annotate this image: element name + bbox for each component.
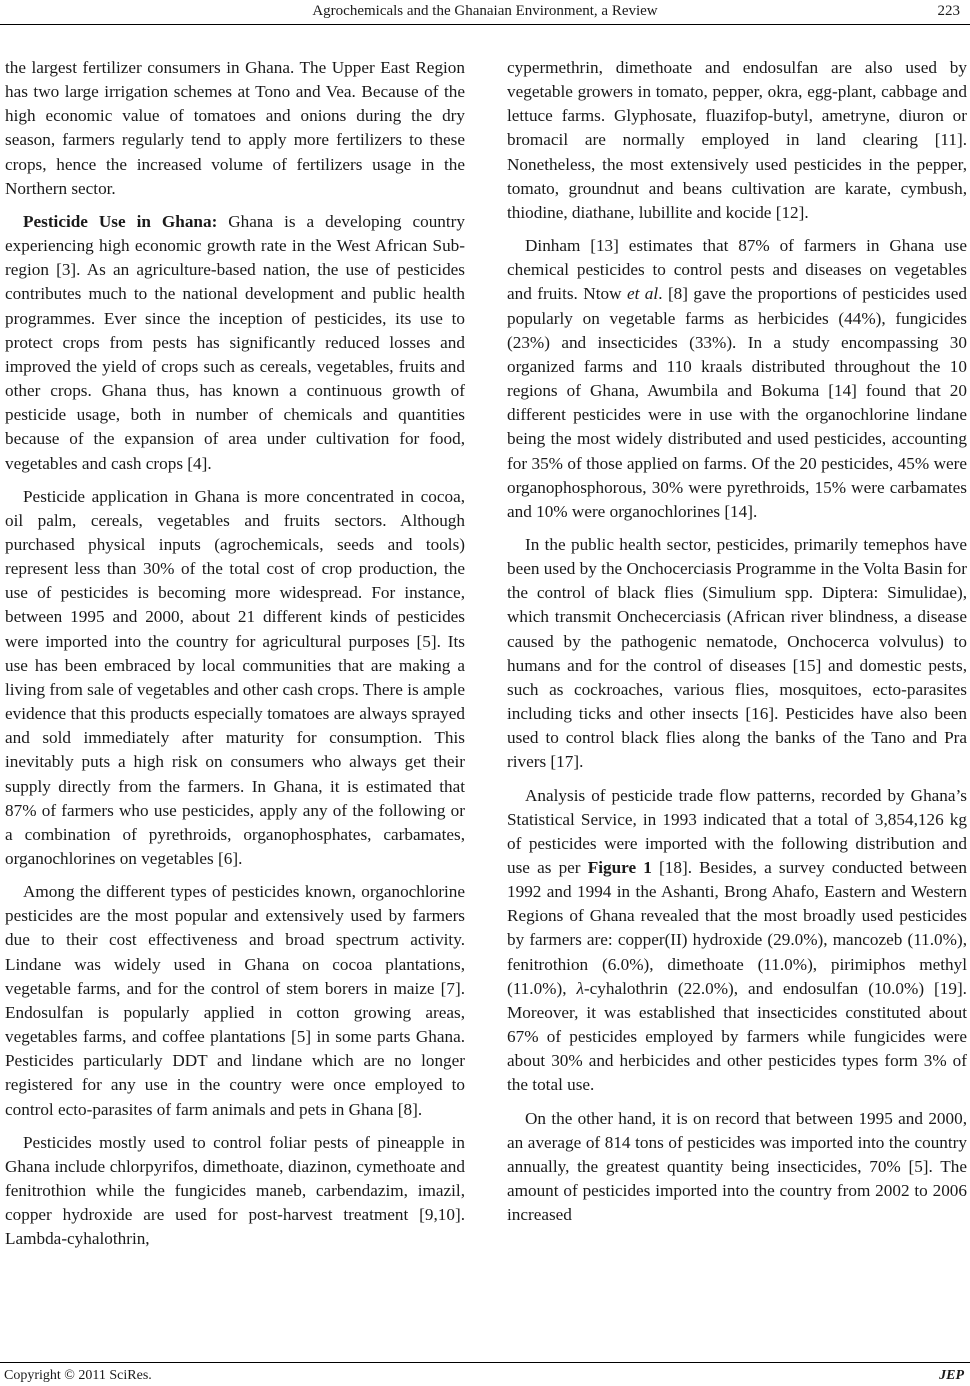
right-paragraph-4-part-a: Analysis of pesticide trade flow patterns, recorded by Ghana’s Statistical Service, in 1993 indicated that a total of 3,854,126 kg of pesticides were imported with the following distribution and use as per <box>507 785 967 877</box>
left-paragraph-1: the largest fertilizer consumers in Ghana. The Upper East Region has two large irrigation schemes at Tono and Vea. Because of the high economic value of tomatoes and onions during the dry season, farmers regularly tend to apply more fertilizers to these crops, hence the increased volume of fertilizers usage in the Northern sector. <box>5 58 465 198</box>
right-column <box>507 56 967 1236</box>
copyright-notice: Copyright © 2011 SciRes. <box>4 1368 152 1383</box>
et-al-italic: et al <box>626 284 659 304</box>
right-paragraph-1: cypermethrin, dimethoate and endosulfan are also used by vegetable growers in tomato, pepper, okra, egg-plant, cabbage and lettuce farms. Glyphosate, fluazifop-butyl, ametryne, diuron or bromacil are normally employed in land clearing [11]. Nonetheless, the most extensively used pesticides in the pepper, tomato, groundnut and beans cultivation are karate, cymbush, thiodine, diathane, lubillite and kocide [12]. <box>507 58 967 222</box>
left-paragraph-3: Pesticide application in Ghana is more concentrated in cocoa, oil palm, cereals, vegetables and fruits sectors. Although purchased physical inputs (agrochemicals, seeds and tools) represent less than 30% of the total cost of crop production, the use of pesticides is becoming more widespread. For instance, between 1995 and 2000, about 21 different kinds of pesticides were imported into the country for agricultural purposes [5]. Its use has been embraced by local communities that are making a living from sale of vegetables and other cash crops. There is ample evidence that this products especially tomatoes are always sprayed and sold immediately after maturity for consumption. This inevitably puts a high risk on consumers who always get their supply directly from the farmers. In Ghana, it is estimated that 87% of farmers who use pesticides, apply any of the following or a combination of pyrethroids, organophosphates, carbamates, organochlorines on vegetables [6]. <box>5 486 465 868</box>
running-header <box>0 0 970 22</box>
page-number: 223 <box>937 3 960 19</box>
journal-abbreviation: JEP <box>939 1368 964 1383</box>
right-paragraph-2-part-a: Dinham [13] estimates that 87% of farmers in Ghana use chemical pesticides to control pests and diseases on vegetables and fruits. Ntow <box>507 236 967 304</box>
right-paragraph-2 <box>507 234 967 524</box>
right-paragraph-2-part-b: . [8] gave the proportions of pesticides used popularly on vegetable farms as herbicides (44%), fungicides (23%) and insecticides (33%). In a study encompassing 30 organized farms and 110 kraals distributed throughout the 10 regions of Ghana, Awumbila and Bokuma [14] found that 20 different pesticides were in use with the organochlorine lindane being the most widely distributed and used pesticides, accounting for 35% of those applied on farms. Of the 20 pesticides, 45% were organophosphorous, 30% were pyrethroids, 15% were carbamates and 10% were organochlorines [14]. <box>507 284 967 521</box>
right-paragraph-4-part-b: [18]. Besides, a survey conducted between 1992 and 1994 in the Ashanti, Brong Ahafo, Eastern and Western Regions of Ghana revealed that the most broadly used pesticides by farmers are: copper(II) hydroxide (29.0%), mancozeb (11.0%), fenitrothion (6.0%), dimethoate (11.0%), pirimiphos methyl (11.0%), <box>507 858 967 998</box>
right-paragraph-3: In the public health sector, pesticides, primarily temephos have been used by the Onchocerciasis Programme in the Volta Basin for the control of black flies (Simulium spp. Diptera: Simulidae), which transmit Onchecerciasis (African river blindness, a disease caused by the pathogenic nematode, Onchocerca volvulus) to humans and for the control of diseases [15] and domestic pests, such as cockroaches, various flies, mosquitoes, ecto-parasites including ticks and other insects [16]. Pesticides have also been used to control black flies along the banks of the Tano and Pra rivers [17]. <box>507 534 967 772</box>
left-paragraph-2 <box>5 210 465 476</box>
footer-rule <box>0 1362 970 1363</box>
lambda-symbol: λ <box>576 978 584 998</box>
left-paragraph-5: Pesticides mostly used to control foliar pests of pineapple in Ghana include chlorpyrifos, dimethoate, diazinon, cymethoate and fenitrothion while the fungicides maneb, carbendazim, imazil, copper hydroxide are used for post-harvest treatment [9,10]. Lambda-cyhalothrin, <box>5 1132 465 1249</box>
running-title: Agrochemicals and the Ghanaian Environment, a Review <box>312 3 658 19</box>
right-paragraph-4-part-c: -cyhalothrin (22.0%), and endosulfan (10.0%) [19]. Moreover, it was established that insecticides constituted about 67% of pesticides employed by farmers while fungicides were about 30% and herbicides and other pesticides types form 3% of the total use. <box>507 978 967 1095</box>
left-column <box>5 56 465 1261</box>
section-heading-pesticide-use: Pesticide Use in Ghana: <box>23 211 218 231</box>
right-paragraph-5: On the other hand, it is on record that between 1995 and 2000, an average of 814 tons of pesticides was imported into the country annually, the greatest quantity being insecticides, 70% [5]. The amount of pesticides imported into the country from 2002 to 2006 increased <box>507 1108 967 1225</box>
figure-1-reference[interactable]: Figure 1 <box>587 858 652 877</box>
header-rule <box>0 24 970 25</box>
left-paragraph-4: Among the different types of pesticides known, organochlorine pesticides are the most popular and extensively used by farmers due to their cost effectiveness and broad spectrum activity. Lindane was widely used in Ghana on cocoa plantations, vegetable farms, and for the control of stem borers in maize [7]. Endosulfan is popularly applied in cotton growing areas, vegetables farms, and coffee plantations [5] in some parts Ghana. Pesticides particularly DDT and lindane which are no longer registered for any use in the country were once employed to control ecto-parasites of farm animals and pets in Ghana [8]. <box>5 882 465 1119</box>
left-paragraph-2-body: Ghana is a developing country experiencing high economic growth rate in the West African Sub-region [3]. As an agriculture-based nation, the use of pesticides contributes much to the national development and public health programmes. Ever since the inception of pesticides, its use to protect crops from pests has significantly reduced losses and improved the yield of crops such as cereals, vegetables, fruits and other crops. Ghana thus, has known a continuous growth of pesticide usage, both in number of chemicals and quantities because of the expansion of area under cultivation for food, vegetables and cash crops [4]. <box>5 211 465 473</box>
right-paragraph-4 <box>507 784 967 1098</box>
